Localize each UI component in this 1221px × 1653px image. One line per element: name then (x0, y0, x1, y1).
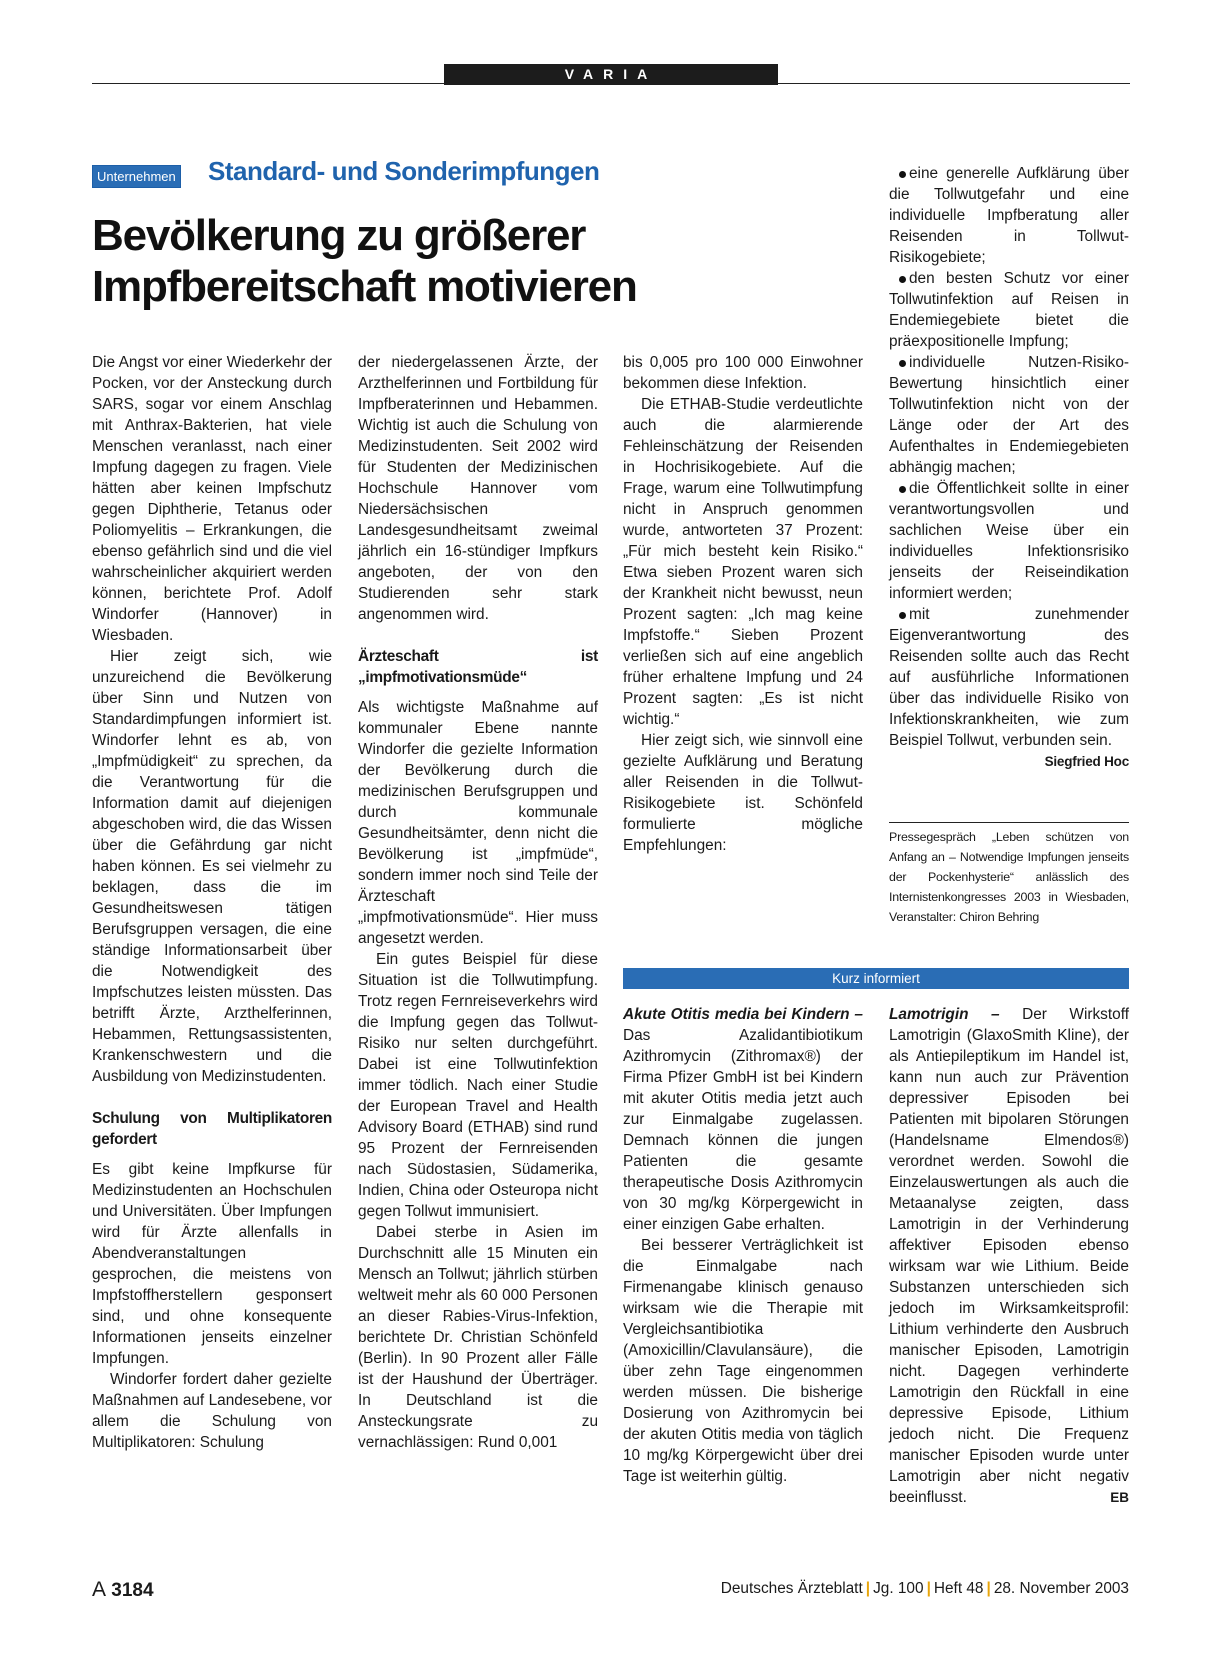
page-number (92, 1578, 154, 1602)
source-footnote: Pressegespräch „Leben schützen von Anfang an – Notwendige Impfungen jenseits der Pockenhysterie“ anlässlich des Internistenkongresses 2003 in Wiesbaden, Veranstalter: Chiron Behring (889, 822, 1129, 927)
article-subtitle: Standard- und Sonderimpfungen (208, 156, 600, 186)
kurz-column-left (623, 1004, 863, 1487)
paragraph: Windorfer fordert daher gezielte Maßnahmen auf Landesebene, vor allem die Schulung von Multiplikatoren: Schulung (92, 1371, 332, 1451)
section-heading: Ärzteschaft ist „impfmotivationsmüde“ (358, 648, 598, 686)
section-heading: Schulung von Multiplikatoren gefordert (92, 1110, 332, 1148)
author-signature: Siegfried Hoc (1044, 754, 1129, 769)
paragraph: Bei besserer Verträglichkeit ist die Einmalgabe nach Firmenangabe klinisch genauso wirksam wie die Therapie mit Vergleichsantibiotika (Amoxicillin/Clavulansäure), die über zehn Tage eingenommen werden müssen. Die bisherige Dosierung von Azithromycin bei der akuten Otitis media von täglich 10 mg/kg Körpergewicht über drei Tage ist weiterhin gültig. (623, 1237, 863, 1485)
news-lead: Akute Otitis media bei Kindern – (623, 1006, 863, 1023)
separator: | (926, 1580, 931, 1597)
kurz-informiert-header: Kurz informiert (623, 968, 1129, 989)
paragraph: Als wichtigste Maßnahme auf kommunaler Ebene nannte Windorfer die gezielte Information der Bevölkerung durch die medizinischen Berufsgruppen und durch kommunale Gesundheitsämter, denn nicht die Bevölkerung ist „impfmüde“, sondern immer noch sind Teile der Ärzteschaft „impfmotivationsmüde“. Hier muss angesetzt werden. (358, 699, 598, 947)
paragraph: Es gibt keine Impfkurse für Medizinstudenten an Hochschulen und Universitäten. Über Impfungen wird für Ärzte allenfalls in Abendveranstaltungen gesprochen, die meistens von Impfstoffherstellern gesponsert sind, und ohne konsequente Informationen jenseits einzelner Impfungen. (92, 1161, 332, 1367)
separator: | (986, 1580, 991, 1597)
category-tag: Unternehmen (92, 165, 181, 188)
news-text: Der Wirkstoff Lamotrigin (GlaxoSmith Kline), der als Antiepileptikum im Handel ist, kann nun auch zur Prävention depressiver Episoden bei Patienten mit bipolaren Störungen (Handelsname Elmendos®) verordnet werden. Sowohl die Einzelauswertungen als auch die Metaanalyse zeigten, dass Lamotrigin in der Verhinderung affektiver Episoden ebenso wirksam war wie Lithium. Beide Substanzen unterschieden sich jedoch im Wirksamkeitsprofil: Lithium verhinderte den Ausbruch manischer Episoden, Lamotrigin nicht. Dagegen verhinderte Lamotrigin den Rückfall in eine depressive Episode, Lithium jedoch nicht. Die Frequenz manischer Episoden wurde unter Lamotrigin aber nicht negativ beeinflusst. (889, 1006, 1129, 1506)
kurz-column-right (889, 1004, 1129, 1508)
article-column-4 (889, 163, 1129, 772)
journal-issue: Heft 48 (933, 1580, 984, 1597)
news-lead: Lamotrigin – (889, 1006, 1000, 1023)
paragraph: Hier zeigt sich, wie unzureichend die Bevölkerung über Sinn und Nutzen von Standardimpfungen informiert ist. Windorfer lehnt es ab, von „Impfmüdigkeit“ zu sprechen, da die Verantwortung für die Information damit auf diejenigen abgeschoben wird, die das Wissen über die Gefährdung gar nicht haben können. Es sei vielmehr zu beklagen, dass die im Gesundheitswesen tätigen Berufsgruppen versagen, die eine ständige Informationsarbeit über die Notwendigkeit des Impfschutzes leisten müssten. Das betrifft Ärzte, Arzthelferinnen, Hebammen, Rettungsassistenten, Krankenschwestern und die Ausbildung von Medizinstudenten. (92, 648, 332, 1085)
list-item: den besten Schutz vor einer Tollwutinfektion auf Reisen in Endemiegebiete bietet die präexpositionelle Impfung; (889, 270, 1129, 350)
list-item: individuelle Nutzen-Risiko-Bewertung hinsichtlich einer Tollwutinfektion nicht von der Länge oder der Art des Aufenthaltes in Endemiegebieten abhängig machen; (889, 354, 1129, 476)
journal-volume: Jg. 100 (873, 1580, 924, 1597)
page-prefix: A (92, 1578, 107, 1601)
paragraph (623, 1004, 863, 1235)
list-item (889, 604, 1129, 769)
section-label: VARIA (444, 64, 778, 85)
paragraph: der niedergelassenen Ärzte, der Arzthelferinnen und Fortbildung für Impfberaterinnen und Hebammen. Wichtig ist auch die Schulung von Medizinstudenten. Seit 2002 wird für Studenten der Medizinischen Hochschule Hannover vom Niedersächsischen Landesgesundheitsamt zweimal jährlich ein 16-stündiger Impfkurs angeboten, der von den Studierenden sehr stark angenommen wird. (358, 354, 598, 623)
paragraph: Die Angst vor einer Wiederkehr der Pocken, vor der Ansteckung durch SARS, sogar vor einem Anschlag mit Anthrax-Bakterien, hat viele Menschen veranlasst, nach einer Impfung dagegen zu fragen. Viele hätten aber keinen Impfschutz gegen Diphtherie, Tetanus oder Poliomyelitis – Erkrankungen, die ebenso gefährlich sind und die viel wahrscheinlicher akquiriert werden können, berichtete Prof. Adolf Windorfer (Hannover) in Wiesbaden. (92, 354, 332, 644)
page-number-value: 3184 (111, 1580, 154, 1601)
paragraph: Die ETHAB-Studie verdeutlichte auch die alarmierende Fehleinschätzung der Reisenden in Hochrisikogebiete. Auf die Frage, warum eine Tollwutimpfung nicht in Anspruch genommen wurde, antworteten 37 Prozent: „Für mich besteht kein Risiko.“ Etwa sieben Prozent waren sich der Krankheit nicht bewusst, neun Prozent sagten: „Ich mag keine Impfstoffe.“ Sieben Prozent verließen sich auf eine angeblich früher erhaltene Impfung und 24 Prozent sagten: „Es ist nicht wichtig.“ (623, 396, 863, 728)
journal-date: 28. November 2003 (993, 1580, 1129, 1597)
separator: | (865, 1580, 871, 1597)
article-column-1 (92, 352, 332, 1453)
list-item: die Öffentlichkeit sollte in einer verantwortungsvollen und sachlichen Weise über ein individuelles Infektionsrisiko jenseits der Reiseindikation informiert werden; (889, 480, 1129, 602)
journal-footer (721, 1580, 1129, 1598)
paragraph (889, 1004, 1129, 1508)
recommendation-list (889, 163, 1129, 769)
paragraph: bis 0,005 pro 100 000 Einwohner bekommen diese Infektion. (623, 354, 863, 392)
article-column-2 (358, 352, 598, 1453)
author-initials: EB (1110, 1490, 1129, 1505)
paragraph: Hier zeigt sich, wie sinnvoll eine gezielte Aufklärung und Beratung aller Reisenden in die Tollwut-Risikogebiete ist. Schönfeld formulierte mögliche Empfehlungen: (623, 732, 863, 854)
journal-name: Deutsches Ärzteblatt (720, 1580, 863, 1597)
news-text: Das Azalidantibiotikum Azithromycin (Zithromax®) der Firma Pfizer GmbH ist bei Kindern mit akuter Otitis media jetzt auch zur Einmalgabe zugelassen. Demnach können die jungen Patienten die gesamte therapeutische Dosis Azithromycin von 30 mg/kg Körpergewicht in einer einzigen Gabe erhalten. (623, 1027, 863, 1233)
list-item-text: mit zunehmender Eigenverantwortung des Reisenden sollte auch das Recht auf ausführliche Informationen über das individuelle Risiko von Infektionskrankheiten, wie zum Beispiel Tollwut, verbunden sein. (889, 606, 1129, 749)
paragraph: Ein gutes Beispiel für diese Situation ist die Tollwutimpfung. Trotz regen Fernreiseverkehrs wird die Impfung gegen das Tollwut-Risiko nur selten durchgeführt. Dabei ist eine Tollwutinfektion immer tödlich. Nach einer Studie der European Travel and Health Advisory Board (ETHAB) sind rund 95 Prozent der Fernreisenden nach Südostasien, Südamerika, Indien, China oder Osteuropa nicht gegen Tollwut immunisiert. (358, 951, 598, 1220)
article-column-3 (623, 352, 863, 856)
article-title: Bevölkerung zu größerer Impfbereitschaft motivieren (92, 211, 637, 311)
paragraph: Dabei sterbe in Asien im Durchschnitt alle 15 Minuten ein Mensch an Tollwut; jährlich stürben weltweit mehr als 60 000 Personen an dieser Rabies-Virus-Infektion, berichtete Dr. Christian Schönfeld (Berlin). In 90 Prozent aller Fälle ist der Haushund der Überträger. In Deutschland ist die Ansteckungsrate zu vernachlässigen: Rund 0,001 (358, 1224, 598, 1451)
list-item: eine generelle Aufklärung über die Tollwutgefahr und eine individuelle Impfberatung aller Reisenden in Tollwut-Risikogebiete; (889, 165, 1129, 266)
